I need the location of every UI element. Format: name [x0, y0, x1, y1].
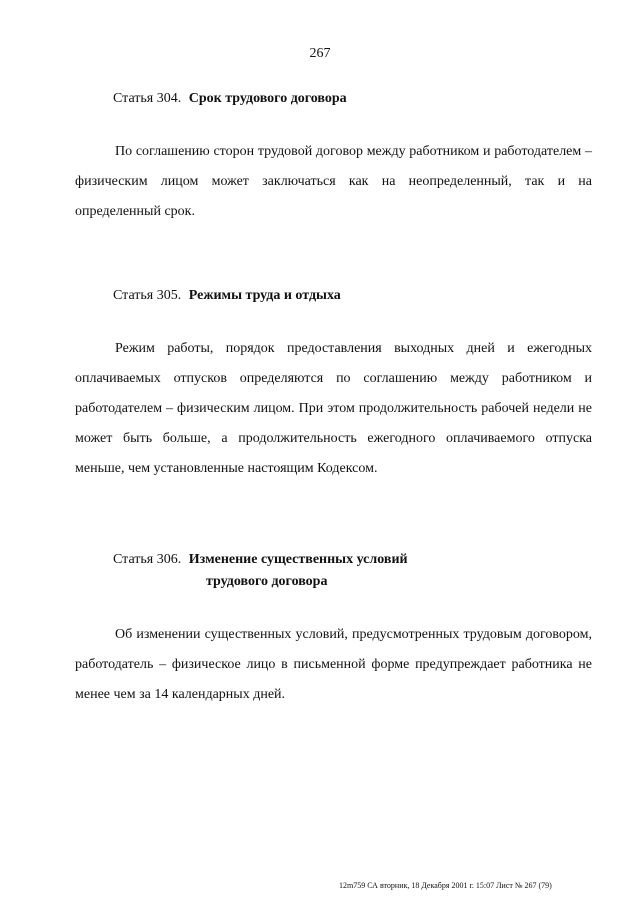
article-305-text: Режим работы, порядок предоставления выходных дней и ежегодных оплачиваемых отпусков определяются по соглашению между работником и работодателем – физическим лицом. При этом продолжительность рабочей недели не может быть больше, а продолжительность ежегодного оплачиваемого отпуска меньше, чем установленные настоящим Кодексом. [75, 341, 592, 476]
article-label: Статья 306. [113, 552, 182, 567]
article-304-heading [113, 88, 347, 110]
article-306-heading [113, 549, 408, 593]
article-title: Режимы труда и отдыха [188, 288, 341, 303]
article-title: Срок трудового договора [188, 91, 347, 106]
article-305-heading [113, 285, 341, 307]
article-label: Статья 304. [113, 91, 182, 106]
article-label: Статья 305. [113, 288, 182, 303]
article-304-text: По соглашению сторон трудовой договор между работником и работодателем – физическим лицом может заключаться как на неопределенный, так и на определенный срок. [75, 144, 592, 219]
article-title-continued: трудового договора [206, 574, 328, 589]
page-footer: 12m759 СА вторник, 18 Декабря 2001 г. 15:07 Лист № 267 (79) [339, 881, 552, 890]
article-306-text: Об изменении существенных условий, предусмотренных трудовым договором, работодатель – физическое лицо в письменной форме предупреждает работника не менее чем за 14 календарных дней. [75, 627, 592, 702]
article-title: Изменение существенных условий [188, 552, 408, 567]
page-number: 267 [309, 46, 331, 61]
